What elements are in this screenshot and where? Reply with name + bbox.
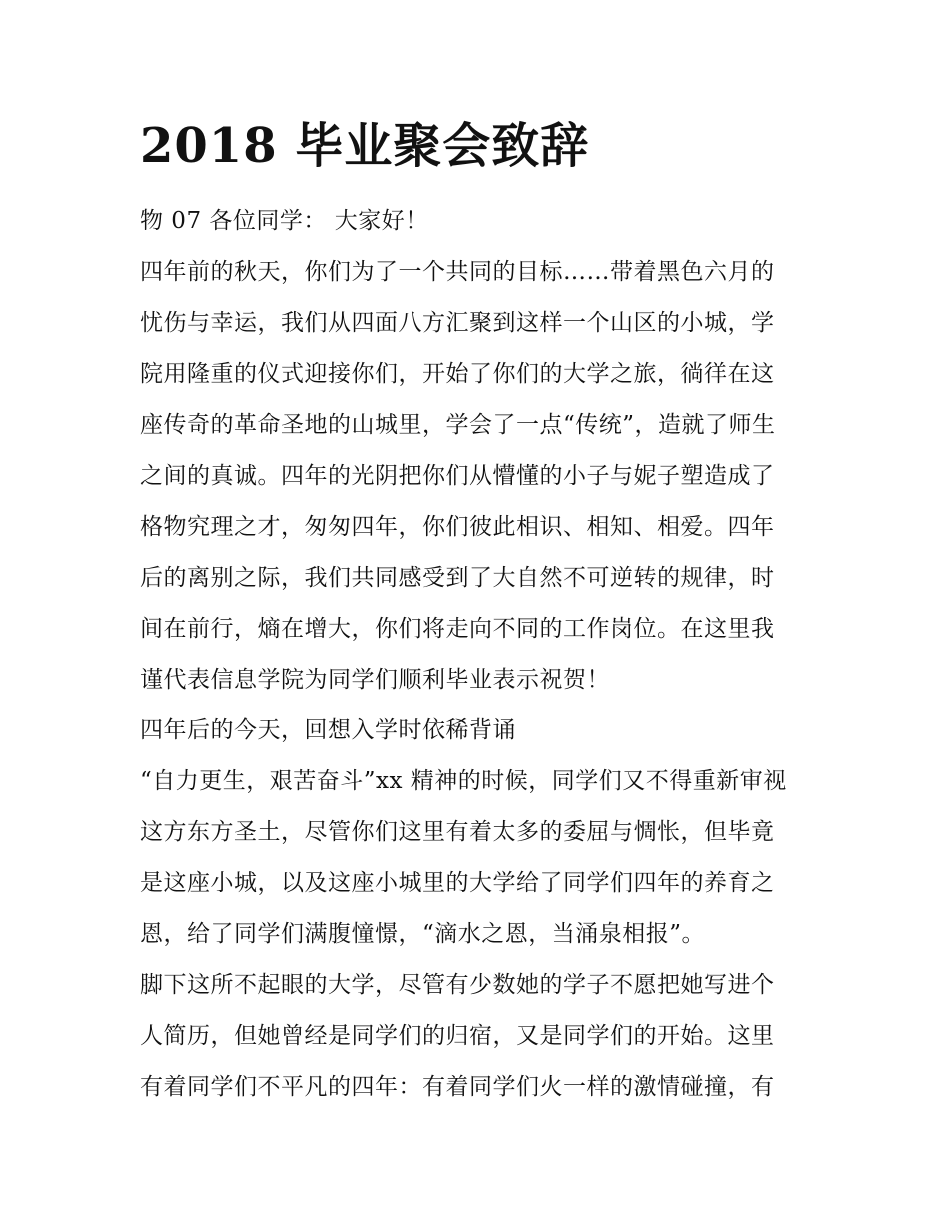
body-line: “自力更生，艰苦奋斗”xx 精神的时候，同学们又不得重新审视 [140, 768, 787, 794]
body-line: 间在前行，熵在增大，你们将走向不同的工作岗位。在这里我 [140, 616, 775, 642]
body-line: 后的离别之际，我们共同感受到了大自然不可逆转的规律，时 [140, 565, 775, 591]
body-line: 恩，给了同学们满腹憧憬，“滴水之恩，当涌泉相报”。 [140, 921, 706, 947]
body-line: 是这座小城，以及这座小城里的大学给了同学们四年的养育之 [140, 870, 775, 896]
body-line: 这方东方圣土，尽管你们这里有着太多的委屈与惆怅，但毕竟 [140, 819, 775, 845]
body-line: 人简历，但她曾经是同学们的归宿，又是同学们的开始。这里 [140, 1023, 775, 1049]
body-line: 有着同学们不平凡的四年：有着同学们火一样的激情碰撞，有 [140, 1074, 775, 1100]
body-line: 座传奇的革命圣地的山城里，学会了一点“传统”，造就了师生 [140, 412, 776, 438]
body-line: 格物究理之才，匆匆四年，你们彼此相识、相知、相爱。四年 [140, 514, 775, 540]
body-line: 谨代表信息学院为同学们顺利毕业表示祝贺！ [140, 667, 610, 693]
body-line: 四年后的今天，回想入学时依稀背诵 [140, 717, 516, 743]
body-line: 之间的真诚。四年的光阴把你们从懵懂的小子与妮子塑造成了 [140, 463, 775, 489]
body-line: 脚下这所不起眼的大学，尽管有少数她的学子不愿把她写进个 [140, 972, 775, 998]
body-line: 院用隆重的仪式迎接你们，开始了你们的大学之旅，徜徉在这 [140, 361, 775, 387]
body-line: 物 07 各位同学： 大家好！ [140, 208, 429, 234]
body-line: 四年前的秋天，你们为了一个共同的目标……带着黑色六月的 [140, 259, 775, 285]
document-title: 2018 毕业聚会致辞 [140, 118, 590, 174]
body-line: 忧伤与幸运，我们从四面八方汇聚到这样一个山区的小城，学 [140, 310, 775, 336]
